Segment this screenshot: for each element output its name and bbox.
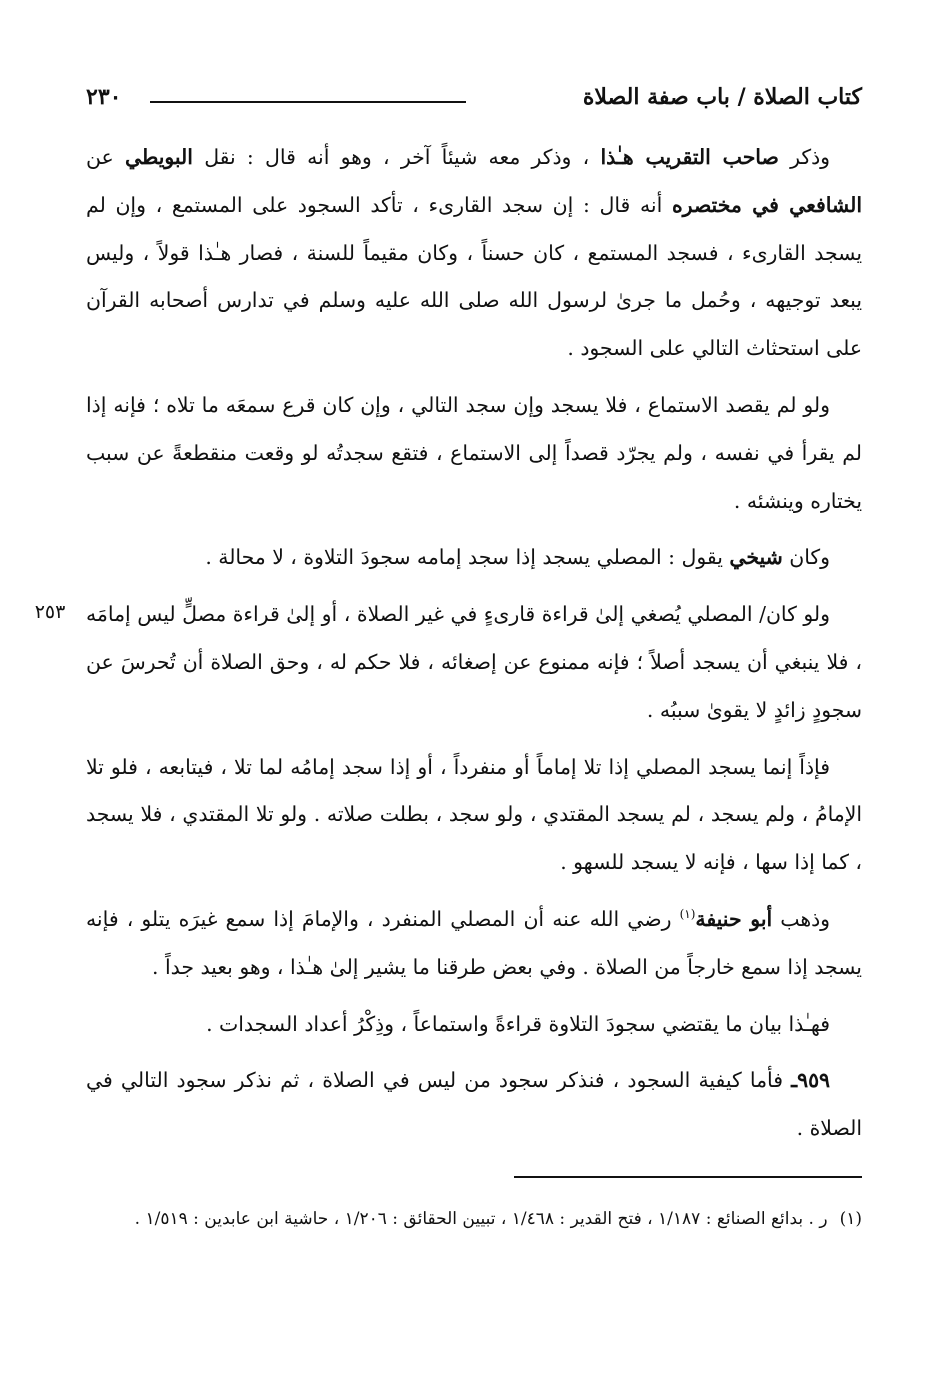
paragraph-4: ولو كان/ المصلي يُصغي إلىٰ قراءة قارىءٍ في غير الصلاة ، أو إلىٰ قراءة مصلٍّ ليس إمامَه ، فلا ينبغي أن يسجد أصلاً ؛ فإنه ممنوع عن إصغائه ، فلا حكم له ، وحق الصلاة أن تُحرسَ عن سجودٍ زائدٍ لا يقوىٰ سببُه . — [86, 602, 862, 722]
footnote-rule — [514, 1176, 862, 1178]
header-title: كتاب الصلاة / باب صفة الصلاة — [582, 84, 862, 110]
paragraph-3: وكان شيخي يقول : المصلي يسجد إذا سجد إمامه سجودَ التلاوة ، لا محالة . — [205, 545, 830, 570]
running-header — [86, 82, 862, 118]
margin-page-marker: ٢٥٣ — [34, 601, 66, 623]
paragraph-7: فهـٰذا بيان ما يقتضي سجودَ التلاوة قراءةً واستماعاً ، وذِكْرُ أعداد السجدات . — [206, 1011, 830, 1036]
paragraph-6: وذهب أبو حنيفة$^{(١)}$ رضي الله عنه أن المصلي المنفرد ، والإمامَ إذا سمع غيرَه يتلو ، فإنه يسجد إذا سمع خارجاً من الصلاة . وفي بعض طرقنا ما يشير إلىٰ هـٰذا ، وهو بعيد جداً . — [86, 906, 862, 979]
paragraph-2: ولو لم يقصد الاستماع ، فلا يسجد وإن سجد التالي ، وإن كان قرع سمعَه ما تلاه ؛ فإنه إذا لم يقرأ في نفسه ، ولم يجرّد قصداً إلى الاستماع ، فتقع سجدتُه لو وقعت منقطعةً عن سبب يختاره وينشئه . — [86, 392, 862, 513]
paragraph-5: فإذاً إنما يسجد المصلي إذا تلا إماماً أو منفرداً ، أو إذا سجد إمامُه لما تلا ، فيتابعه ، فلو تلا الإمامُ ، ولم يسجد ، لم يسجد المقتدي ، ولو سجد ، بطلت صلاته . ولو تلا المقتدي ، فلا يسجد ، كما إذا سها ، فإنه لا يسجد للسهو . — [86, 754, 862, 875]
main-text — [86, 134, 862, 1162]
paragraph-8: ٩٥٩ـ فأما كيفية السجود ، فنذكر سجود من ليس في الصلاة ، ثم نذكر سجود التالي في الصلاة . — [86, 1068, 862, 1141]
footnote-marker: (١) — [839, 1209, 862, 1229]
footnote — [86, 1203, 862, 1236]
header-rule — [150, 101, 466, 103]
page-number: ٢٣٠ — [86, 84, 122, 110]
footnote-text: ر . بدائع الصنائع : ١/١٨٧ ، فتح القدير : ١/٤٦٨ ، تبيين الحقائق : ١/٢٠٦ ، حاشية ابن عابدين : ١/٥١٩ . — [134, 1209, 828, 1229]
paragraph-1: وذكر صاحب التقريب هـٰذا ، وذكر معه شيئاً آخر ، وهو أنه قال : نقل البويطي عن الشافعي في مختصره أنه قال : إن سجد القارىء ، تأكد السجود على المستمع ، وإن لم يسجد القارىء ، فسجد المستمع ، كان حسناً ، وكان مقيماً للسنة ، فصار هـٰذا قولاً ، وليس يبعد توجيهه ، وحُمل ما جرىٰ لرسول الله صلى الله عليه وسلم في تدارس أصحابه القرآن على استحثاث التالي على السجود . — [86, 145, 862, 361]
